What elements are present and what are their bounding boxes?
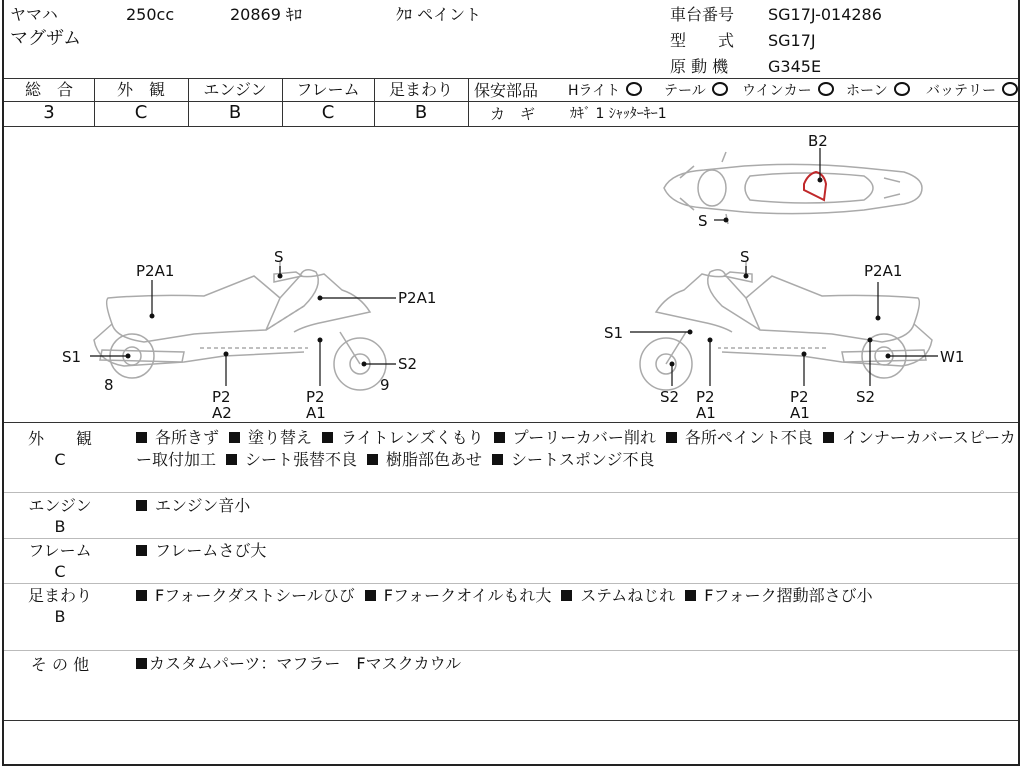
label-p2-left-b: P2 <box>306 388 325 406</box>
label-s-top: S <box>698 212 708 230</box>
label-a2-left: A2 <box>212 404 232 422</box>
section-label-frame: フレーム <box>28 541 92 560</box>
label-8: 8 <box>104 376 114 394</box>
damage-marker-b2 <box>804 172 826 200</box>
grade-value-suspension: B <box>414 102 428 123</box>
ok-circle-icon <box>712 82 728 96</box>
label-b2: B2 <box>808 132 828 150</box>
label-s2-left: S2 <box>398 355 418 373</box>
grade-value-engine: B <box>228 102 242 123</box>
label-w1-right: W1 <box>940 348 965 366</box>
section-items-other: カスタムパーツ：マフラー Fマスクカウル <box>136 653 471 675</box>
section-label-exterior: 外 観 <box>27 429 92 448</box>
scooter-left-view <box>94 262 386 390</box>
section-items-suspension: Fフォークダストシールひび Fフォークオイルもれ大 ステムねじれ Fフォーク摺動部さび小 <box>136 585 1016 607</box>
type-value: SG17J <box>768 31 816 50</box>
ok-circle-icon <box>818 82 834 96</box>
section-items-exterior: 各所きず 塗り替え ライトレンズくもり プーリーカバー削れ 各所ペイント不良 インナーカバースピーカー取付加工 シート張替不良 樹脂部色あせ シートスポンジ不良 <box>136 428 1016 469</box>
grade-label-suspension: 足まわり <box>388 80 453 99</box>
section-grade-exterior: C <box>54 450 66 469</box>
engine-value: G345E <box>768 57 822 76</box>
section-items-engine: エンジン音小 <box>136 495 260 517</box>
mileage: 20869 ｷﾛ <box>230 5 302 24</box>
grade-value-exterior: C <box>134 102 148 123</box>
label-p2-left: P2 <box>212 388 231 406</box>
grade-value-total: 3 <box>43 102 55 123</box>
label-p2-right-a: P2 <box>696 388 715 406</box>
ok-circle-icon <box>626 82 642 96</box>
frame-no-label: 車台番号 <box>670 5 735 24</box>
inspection-sheet <box>2 0 1020 766</box>
grade-value-frame: C <box>321 102 335 123</box>
safety-label: 保安部品 <box>474 81 539 100</box>
label-9: 9 <box>380 376 390 394</box>
safety-item: バッテリー <box>926 82 1018 100</box>
label-a1-right-b: A1 <box>790 404 810 422</box>
label-s1-left: S1 <box>62 348 82 366</box>
engine-label: 原 動 機 <box>670 57 729 76</box>
safety-item: ホーン <box>846 82 910 100</box>
section-items-frame: フレームさび大 <box>136 540 276 562</box>
grade-label-frame: フレーム <box>296 80 360 99</box>
label-p2a1-front: P2A1 <box>398 289 437 307</box>
label-s-mirror-right: S <box>740 248 750 266</box>
section-label-suspension: 足まわり <box>27 586 92 605</box>
type-label: 型 式 <box>670 31 735 50</box>
section-grade-frame: C <box>54 562 66 581</box>
ok-circle-icon <box>1002 82 1018 96</box>
label-s2-right-a: S2 <box>660 388 680 406</box>
divider <box>4 78 1018 79</box>
label-s2-right-b: S2 <box>856 388 876 406</box>
section-label-other: そ の 他 <box>30 655 90 674</box>
label-a1-right-a: A1 <box>696 404 716 422</box>
color: ｸﾛ ペイント <box>396 5 482 24</box>
damage-diagram <box>4 126 1022 422</box>
key-label: カ ギ <box>490 105 536 123</box>
label-p2-right-b: P2 <box>790 388 809 406</box>
label-a1-left: A1 <box>306 404 326 422</box>
safety-item: ウインカー <box>742 82 834 100</box>
scooter-right-view <box>640 262 932 390</box>
displacement: 250cc <box>126 5 175 24</box>
section-grade-suspension: B <box>54 607 66 626</box>
maker: ヤマハ <box>10 5 58 24</box>
safety-item: テール <box>664 82 728 100</box>
section-grade-engine: B <box>54 517 66 536</box>
grade-label-total: 総 合 <box>24 80 73 99</box>
model-name: マグザム <box>10 28 82 49</box>
label-s1-right: S1 <box>604 324 624 342</box>
key-value: ｶｷﾞ 1 ｼｬｯﾀｰｷｰ1 <box>570 106 667 122</box>
grade-label-engine: エンジン <box>203 80 267 99</box>
section-label-engine: エンジン <box>28 496 92 515</box>
grade-label-exterior: 外 観 <box>116 80 165 99</box>
frame-no: SG17J-014286 <box>768 5 882 24</box>
label-p2a1-right: P2A1 <box>864 262 903 280</box>
label-s-mirror-left: S <box>274 248 284 266</box>
ok-circle-icon <box>894 82 910 96</box>
safety-item: Hライト <box>568 82 642 100</box>
label-p2a1-seat: P2A1 <box>136 262 175 280</box>
